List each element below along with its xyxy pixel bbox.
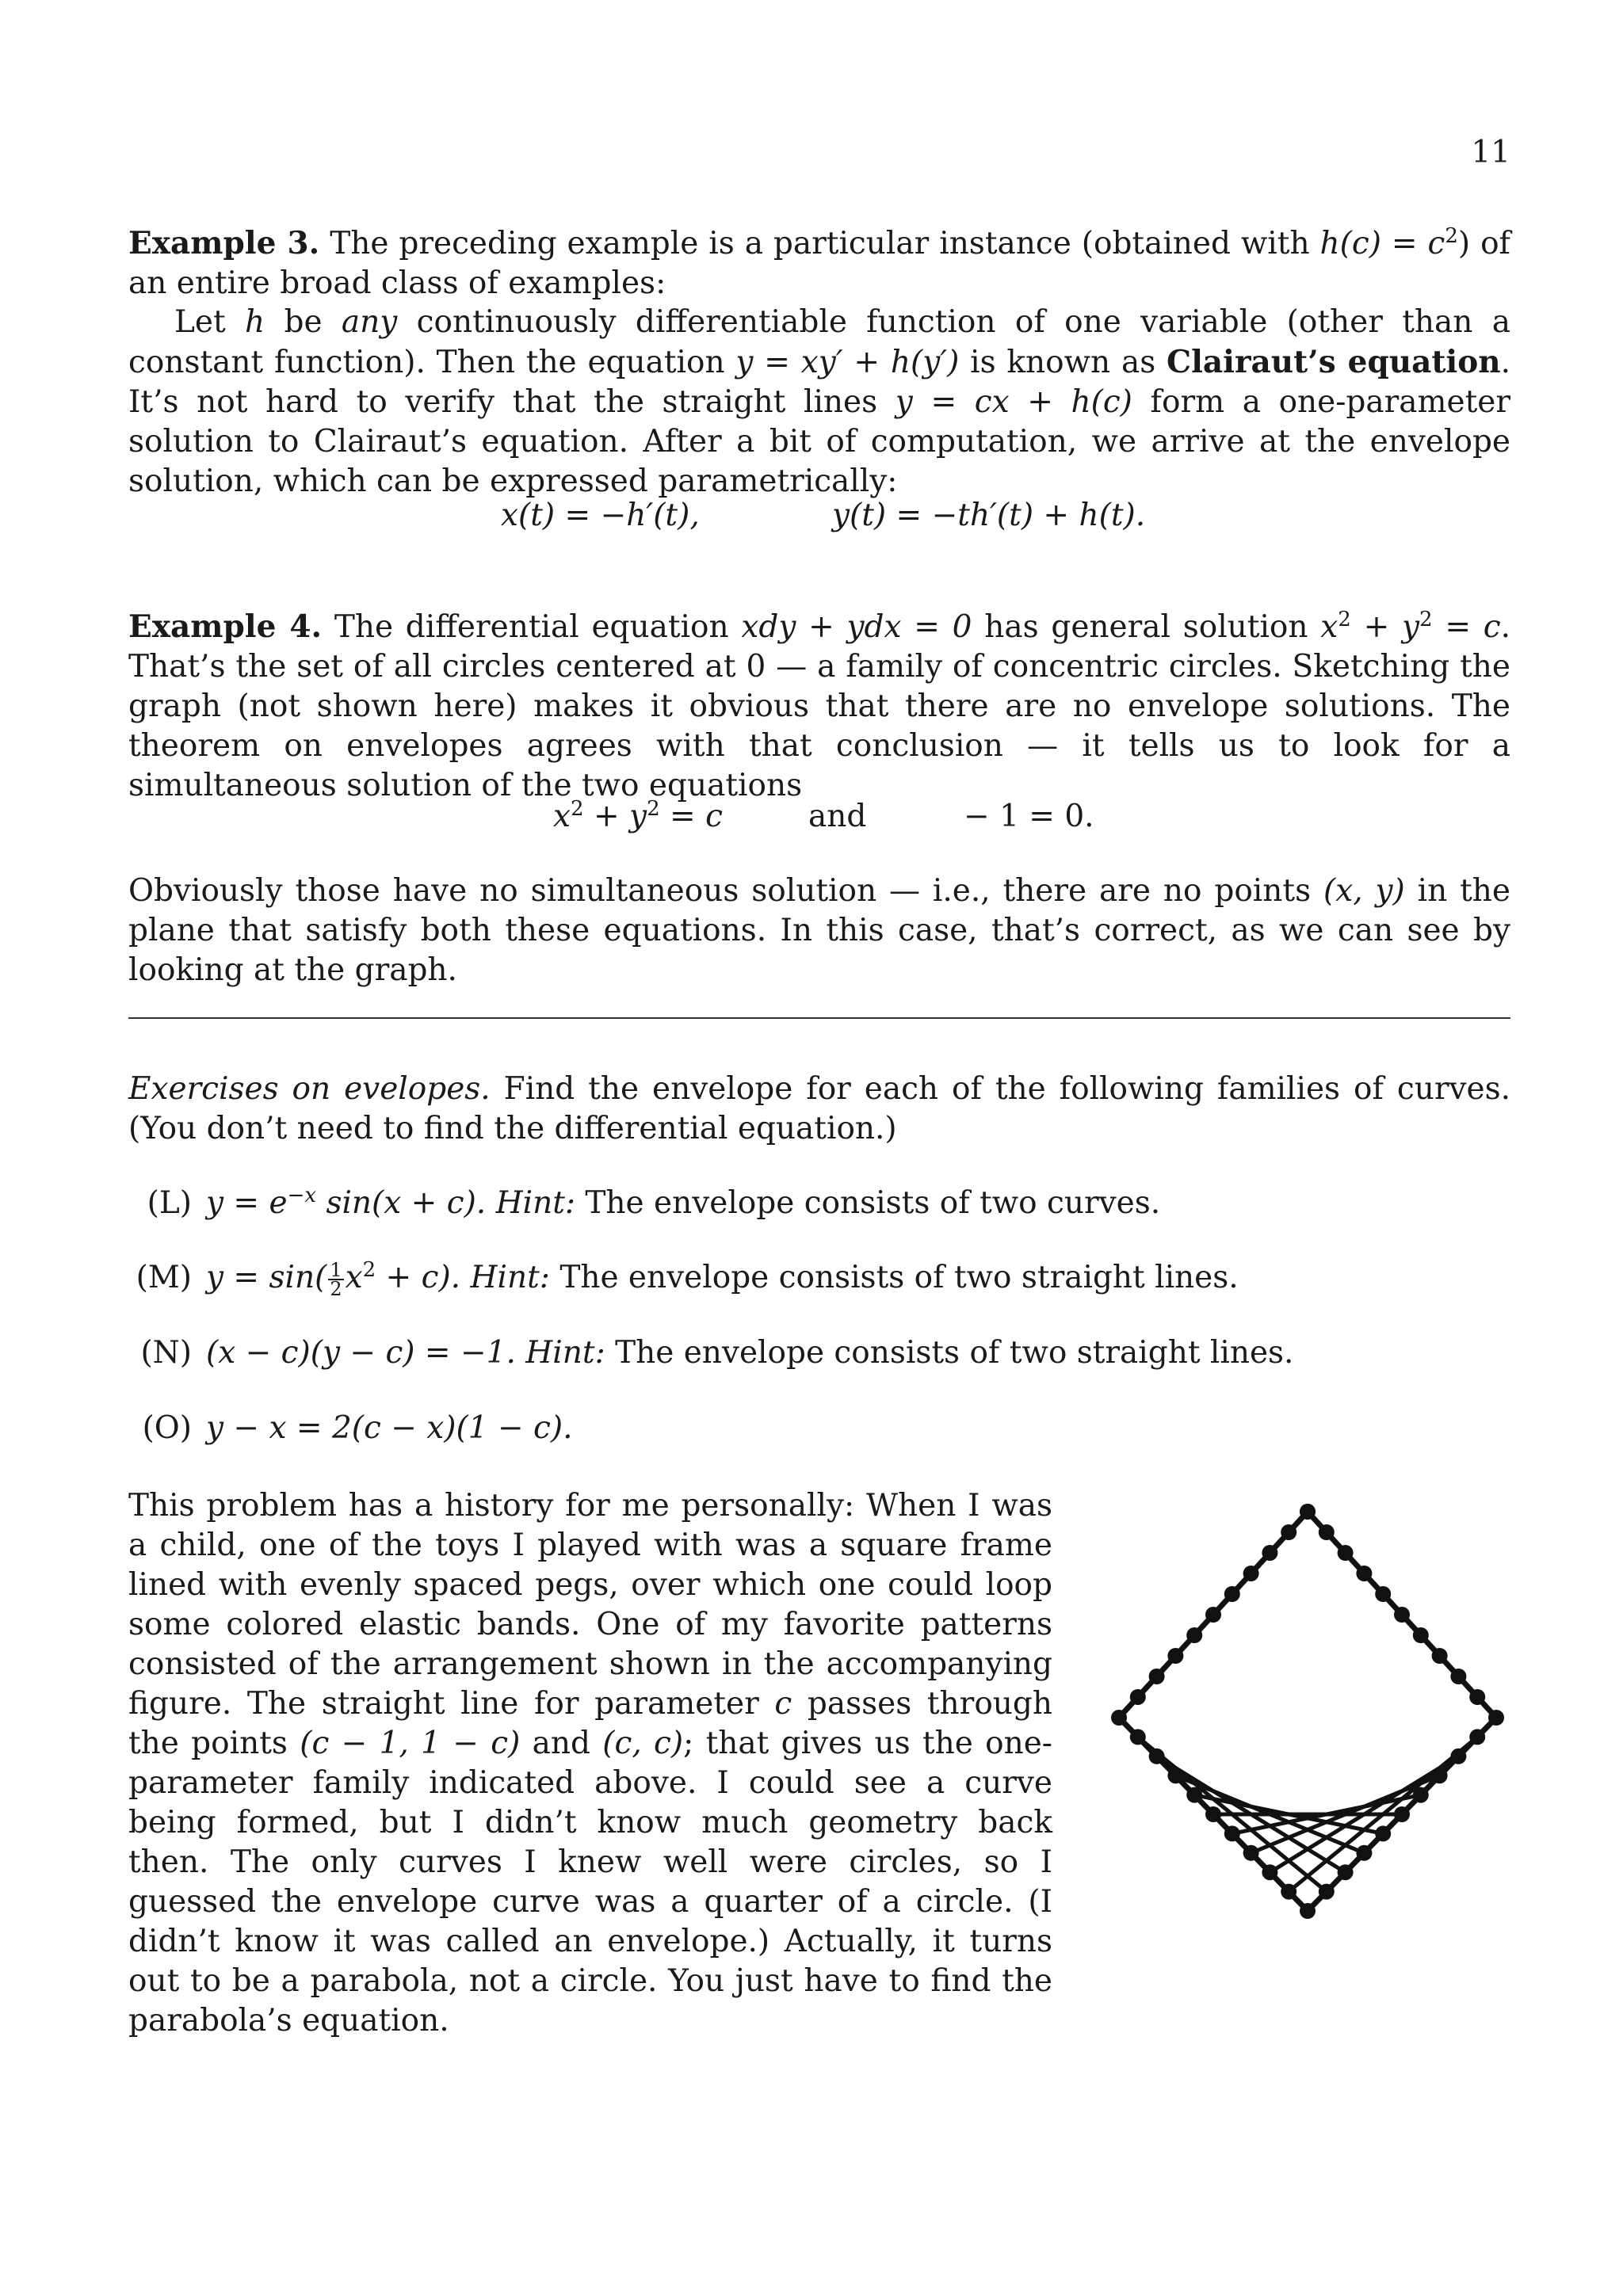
peg [1243,1845,1259,1861]
peg [1488,1710,1504,1726]
peg [1262,1864,1277,1880]
example4-paragraph: Example 4. The differential equation xdy + ydx = 0 has general solution $x^2 + y^2 = c$. That’s the set of all circles centered at 0 — a family of concentric circles. Sketching the graph (not shown here) makes it obvious that there are no envelope solutions. The theorem on envelopes agrees with that conclusion — it tells us to look for a simultaneous solution of the two equations [128,608,1510,803]
peg [1432,1648,1448,1664]
peg [1413,1627,1429,1643]
peg [1130,1689,1146,1705]
peg [1394,1607,1410,1623]
peg [1205,1607,1221,1623]
exercise-item: (O) y − x = 2(c − x)(1 − c). [142,1410,573,1446]
exercise-item: (M) y = sin( $\frac{1}{2}$ $x^2 + c$). Hint: The envelope consists of two straight lines. [136,1258,1239,1300]
envelope-equation-y: y(t) = −th′(t) + h(t). [832,498,1146,533]
peg [1356,1566,1372,1581]
envelope-equation-x: x(t) = −h′(t), [501,498,700,533]
peg [1469,1729,1485,1745]
peg [1450,1669,1466,1684]
clairaut-term: Clairaut’s equation [1167,344,1501,380]
peg [1186,1627,1202,1643]
envelope-figure [1102,1497,1529,1941]
peg [1224,1825,1240,1841]
clairaut-paragraph: Let h be any continuously differentiable function of one variable (other than a constant function). Then the equation y = xy′ + h(y′) is known as Clairaut’s equation. It’s not hard to verify that the straight lines y = cx + h(c) form a one-parameter solution to Clairaut’s equation. After a bit of computation, we arrive at the envelope solution, which can be expressed parametrically: [128,304,1510,499]
peg [1130,1729,1146,1745]
peg [1262,1545,1277,1561]
exercises-title: Exercises on evelopes. [128,1071,491,1107]
exercises-intro: Exercises on evelopes. Find the envelope for each of the following families of curves. (You don’t need to find the differential equation.) [128,1071,1510,1146]
example4-label: Example 4. [128,608,323,645]
peg [1300,1504,1316,1520]
page-number: 11 [1471,135,1510,170]
peg [1338,1545,1354,1561]
peg [1413,1787,1429,1803]
peg [1356,1845,1372,1861]
section-divider [128,1017,1510,1019]
peg [1167,1768,1183,1783]
peg [1224,1586,1240,1602]
peg [1149,1669,1165,1684]
peg [1281,1524,1296,1540]
peg [1111,1710,1127,1726]
peg [1432,1768,1448,1783]
exercise-item: (L) $y = e^{-x}$ sin(x + c). Hint: The envelope consists of two curves. [147,1184,1161,1221]
peg [1319,1884,1335,1900]
peg [1338,1864,1354,1880]
peg [1375,1825,1391,1841]
example4-conclusion: Obviously those have no simultaneous solution — i.e., there are no points (x, y) in the plane that satisfy both these equations. In this case, that’s correct, as we can see by looking at the graph. [128,873,1510,988]
peg [1186,1787,1202,1803]
peg [1205,1806,1221,1822]
peg [1375,1586,1391,1602]
peg [1394,1806,1410,1822]
example3-label: Example 3. [128,225,320,261]
and-word: and [808,799,867,834]
circle-equation: $x^2 + y^2 = c$ [553,797,723,834]
history-paragraph: This problem has a history for me personally: When I was a child, one of the toys I played with was a square frame lined with evenly spaced pegs, over which one could loop some colored elastic bands. One of my favorite patterns consisted of the arrangement shown in the accompanying figure. The straight line for parameter c passes through the points (c − 1, 1 − c) and (c, c); that gives us the one-parameter family indicated above. I could see a curve being formed, but I didn’t know much geometry back then. The only curves I knew well were circles, so I guessed the envelope curve was a quarter of a circle. (I didn’t know it was called an envelope.) Actually, it turns out to be a parabola, not a circle. You just have to find the parabola’s equation. [128,1488,1053,2039]
derivative-equation: − 1 = 0. [964,799,1094,834]
peg [1167,1648,1183,1664]
peg [1300,1903,1316,1919]
peg [1469,1689,1485,1705]
peg [1243,1566,1259,1581]
exercise-item: (N) (x − c)(y − c) = −1. Hint: The envelope consists of two straight lines. [140,1335,1294,1371]
peg [1450,1749,1466,1764]
peg [1319,1524,1335,1540]
example3-paragraph: Example 3. The preceding example is a particular instance (obtained with $h(c) = c^2$) of an entire broad class of examples: [128,224,1510,301]
peg [1149,1749,1165,1764]
peg [1281,1884,1296,1900]
